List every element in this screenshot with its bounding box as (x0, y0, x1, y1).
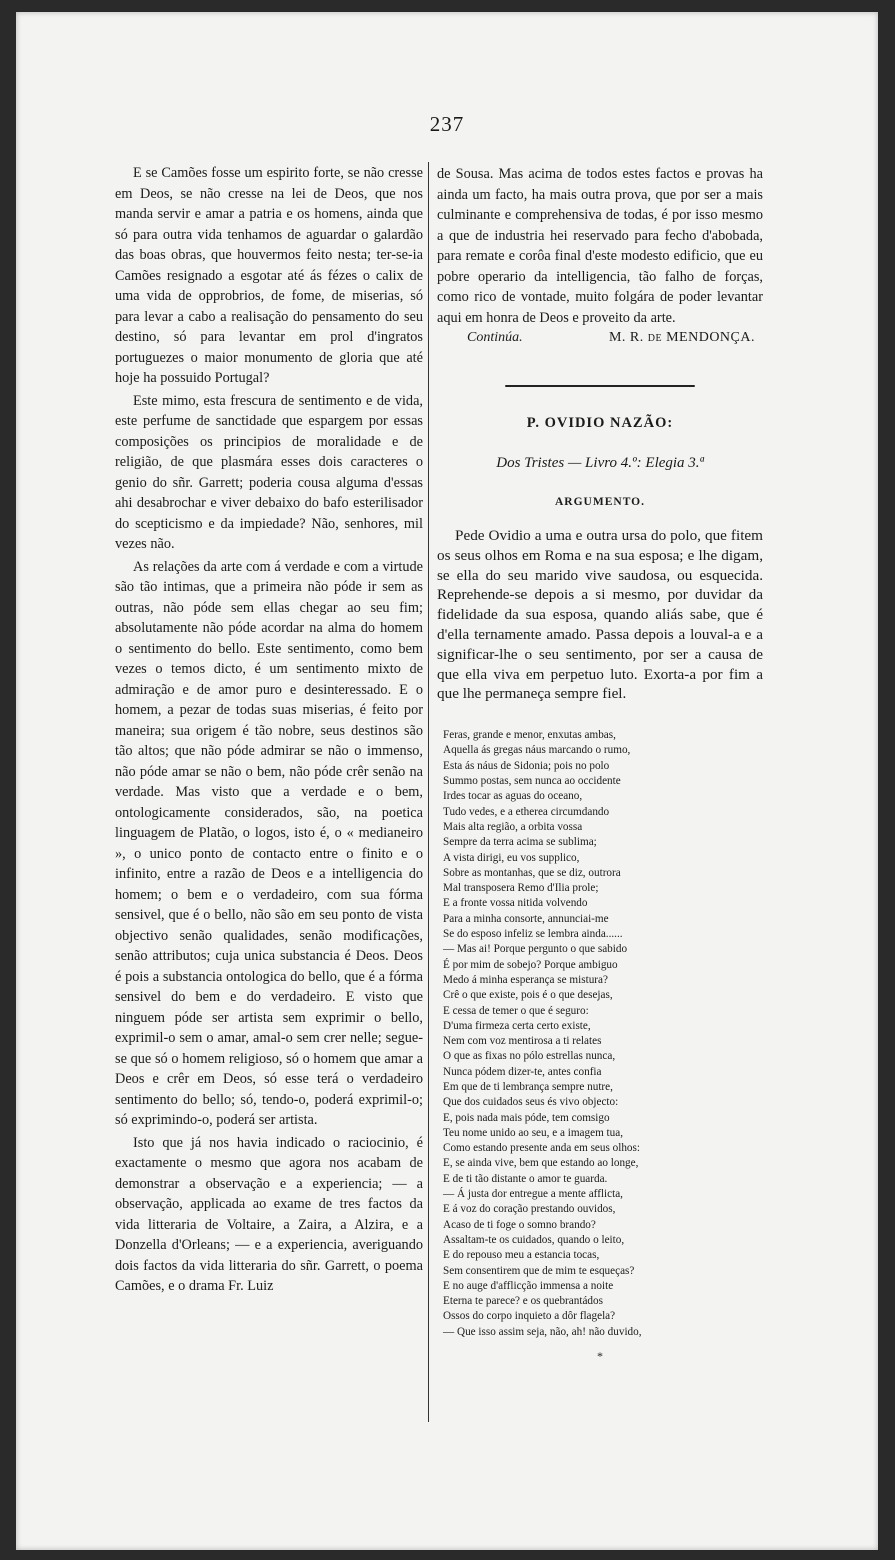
poem-line: — Á justa dor entregue a mente afflicta, (443, 1188, 623, 1201)
poem-line: A vista dirigi, eu vos supplico, (443, 851, 580, 864)
poem-line: E á voz do coração prestando ouvidos, (443, 1203, 616, 1216)
poem-line: Aquella ás gregas náus marcando o rumo, (443, 744, 631, 757)
poem-line: Como estando presente anda em seus olhos: (443, 1142, 640, 1155)
paragraph: E se Camões fosse um espirito forte, se não cresse em Deos, se não cresse na lei de Deos, que nos manda servir e amar a patria e os homens, ainda que só para outra vida tenhamos de aguardar o galardão das boas obras, que houvermos feito nesta; ter-se-ia Camões resignado a esgotar até ás fézes o calix de uma vida de opprobrios, de fome, de miserias, só para levar a cabo a realisação do pensamento do seu destino, só para levantar em prol d'ingratos portuguezes o maior monumento de gloria que até hoje ha possuido Portugal? (115, 165, 423, 386)
poem-line: Se do esposo infeliz se lembra ainda...... (443, 928, 623, 941)
right-column (437, 164, 763, 1367)
poem-line: E de ti tão distante o amor te guarda. (443, 1172, 608, 1185)
argument-text: Pede Ovidio a uma e outra ursa do polo, que fitem os seus olhos em Roma e na sua esposa; e lhe digam, se ella do seu marido vive saudosa, ou esquecida. Reprehende-se depois a si mesmo, por duvidar da fidelidade da sua esposa, quando aliás sabe, que é d'ella ternamente amado. Passa depois a louval-a e a significar-lhe o seu sentimento, por ser a causa de que ella viva em perpetuo luto. Exorta-a por fim a que lhe permaneça sempre fiel. (437, 527, 763, 703)
paragraph: As relações da arte com á verdade e com a virtude são tão intimas, que a primeira não póde ir sem as outras, não póde sem ellas chegar ao seu fim; absolutamente não póde acordar na alma do homem o sentimento do bello. Este sentimento, como bem vezes o temos dicto, é um sentimento mixto de admiração e de amor puro e desinteressado. E o homem, a pezar de todas suas miserias, é feito por maneira; sua origem é tão nobre, seus destinos são tão altos; que não póde admirar se não o immenso, não póde amar se não o bem, não póde crêr senão na verdade. Mas visto que a verdade e o bem, ontologicamente considerados, são, na poetica linguagem de Platão, o logos, isto é, o « medianeiro », o unico ponto de contacto entre o finito e o infinito, entre a razão de Deos e a intelligencia do homem; o bem e o verdadeiro, com sua fórma sensivel, que é o bello, não são em seu ponto de vista objectivo senão qualidades, senão modificações, senão attributos; cuja unica substancia é Deos. Deos é pois a substancia ontologica do bello, que é a fórma sensivel do bem e do verdadeiro. E visto que ninguem póde ser artista sem exprimir o bello, exprimil-o sem o amar, amal-o sem crer nelle; segue-se que só o homem religioso, só o homem que amar a Deos e crêr em Deos, só esse terá o verdadeiro sentimento do bello; só, tendo-o, poderá exprimil-o; só exprimindo-o, poderá ser artista. (115, 558, 423, 1128)
poem-line: Acaso de ti foge o somno brando? (443, 1218, 596, 1231)
poem-line: E, pois nada mais póde, tem comsigo (443, 1111, 610, 1124)
poem-line: Para a minha consorte, annunciai-me (443, 912, 609, 925)
argument-title: ARGUMENTO. (555, 495, 645, 508)
poem-line: Medo á minha esperança se mistura? (443, 973, 608, 986)
poem-line: Sobre as montanhas, que se diz, outrora (443, 866, 621, 879)
poem-line: Assaltam-te os cuidados, quando o leito, (443, 1233, 625, 1246)
poem-line: Sem consentirem que de mim te esqueças? (443, 1264, 635, 1277)
poem-line: Summo postas, sem nunca ao occidente (443, 775, 621, 788)
poem-line: E no auge d'afflicção immensa a noite (443, 1279, 614, 1292)
continua-label: Continúa. (467, 330, 523, 345)
poem-line: E a fronte vossa nitida volvendo (443, 897, 588, 910)
poem-line: E do repouso meu a estancia tocas, (443, 1249, 600, 1262)
poem-line: O que as fixas no pólo estrellas nunca, (443, 1050, 616, 1063)
poem-line: Tudo vedes, e a etherea circumdando (443, 805, 610, 818)
poem-line: Mais alta região, a orbita vossa (443, 820, 583, 833)
column-divider (428, 162, 429, 1422)
poem-line: Em que de ti lembrança sempre nutre, (443, 1081, 613, 1093)
paragraph: Este mimo, esta frescura de sentimento e de vida, este perfume de sanctidade que espargem por essas composições os principios de moralidade e de religião, de que plasmára esses dois caracteres o genio do sñr. Garrett; poderia cousa alguma d'essas ahi desabrochar e viver debaixo do bafo esterilisador do scepticismo e da impiedade? Não, senhores, mil vezes não. (115, 392, 423, 552)
paragraph-continuation: de Sousa. Mas acima de todos estes factos e provas ha ainda um facto, ha mais outra prova, que por ser a mais culminante e comprehensiva de todas, é por isso mesmo a que de industria hei reservado para fecho d'abobada, para remate e corôa final d'este modesto edificio, que eu pobre operario da intelligencia, tão falho de forças, como rico de vontade, muito folgára de poder levantar aqui em honra de Deos e proveito da arte. (437, 166, 763, 326)
page-number: 237 (429, 112, 465, 136)
section-subtitle: Dos Tristes — Livro 4.º: Elegia 3.ª (496, 455, 704, 471)
poem-line: D'uma firmeza certa certo existe, (443, 1019, 591, 1032)
poem-line: Teu nome unido ao seu, e a imagem tua, (443, 1126, 624, 1139)
section-title: P. OVIDIO NAZÃO: (526, 414, 674, 431)
paragraph: Isto que já nos havia indicado o raciocinio, é exactamente o mesmo que agora nos acabam de demonstrar a observação e a experiencia; — a observação, applicada ao exame de tres factos da vida litteraria de Voltaire, a Zaira, a Alzira, e a Donzella d'Orleans; — e a experiencia, averiguando dois factos da vida litteraria do sñr. Garrett, o poema Camões, e o drama Fr. Luiz (115, 1134, 423, 1294)
poem-line: Feras, grande e menor, enxutas ambas, (443, 729, 616, 742)
poem-line: Irdes tocar as aguas do oceano, (443, 790, 583, 803)
section-rule (505, 385, 695, 387)
poem-line: Crê o que existe, pois é o que desejas, (443, 989, 613, 1002)
poem-line: Mal transposera Remo d'Ilia prole; (443, 882, 599, 895)
poem-line: É por mim de sobejo? Porque ambiguo (443, 958, 618, 971)
poem-line: Nem com voz mentirosa a ti relates (443, 1035, 602, 1048)
newspaper-page (16, 12, 878, 1550)
poem (437, 728, 763, 1340)
poem-line: — Que isso assim seja, não, ah! não duvido, (443, 1325, 642, 1338)
poem-line: Esta ás náus de Sidonia; pois no polo (443, 759, 610, 772)
left-column (115, 163, 423, 1297)
poem-line: E cessa de temer o que é seguro: (443, 1004, 589, 1017)
poem-line: Eterna te parece? e os quebrantádos (443, 1295, 603, 1308)
poem-line: — Mas ai! Porque pergunto o que sabido (443, 943, 628, 956)
poem-line: E, se ainda vive, bem que estando ao longe, (443, 1157, 639, 1170)
author-name: M. R. de MENDONÇA. (608, 330, 755, 345)
poem-line: Nunca pódem dizer-te, antes confia (443, 1065, 602, 1078)
article-signature (437, 328, 763, 349)
poem-line: Ossos do corpo inquieto a dôr flagela? (443, 1310, 616, 1323)
poem-line: Que dos cuidados seus és vivo objecto: (443, 1096, 619, 1109)
ornament: * (597, 1349, 603, 1364)
poem-line: Sempre da terra acima se sublima; (443, 836, 597, 849)
